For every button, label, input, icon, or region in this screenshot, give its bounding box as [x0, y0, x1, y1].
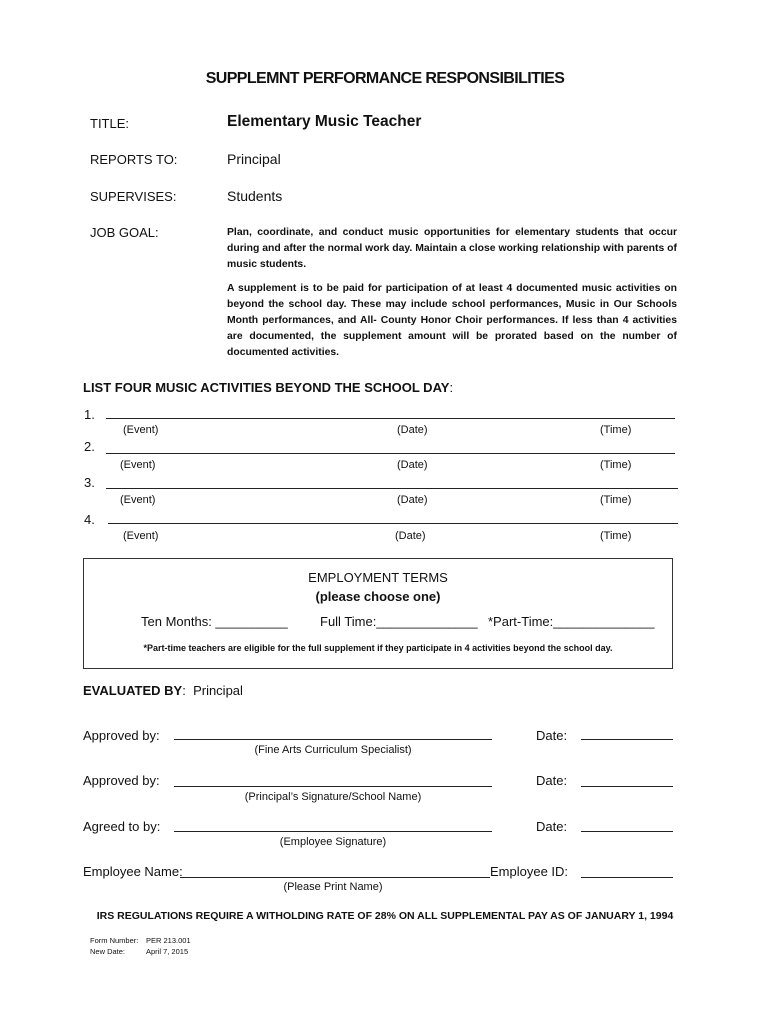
job-goal-label — [90, 225, 159, 240]
activities-heading-text: LIST FOUR MUSIC ACTIVITIES BEYOND THE SCHOOL DAY — [83, 380, 450, 395]
title-label: TITLE: — [90, 116, 130, 131]
evaluated-by — [83, 683, 243, 698]
supervises-label: SUPERVISES: — [90, 189, 177, 204]
employment-terms-title: EMPLOYMENT TERMS — [308, 570, 448, 585]
evaluated-by-label: EVALUATED BY — [83, 683, 183, 698]
activity-time-caption-2: (Time) — [600, 459, 632, 471]
employee-signature-line[interactable] — [174, 831, 492, 832]
date-label-1: Date: — [536, 728, 568, 743]
activity-time-caption-1: (Time) — [600, 424, 632, 436]
part-time-option[interactable]: *Part-Time:______________ — [488, 614, 655, 629]
irs-notice: IRS REGULATIONS REQUIRE A WITHOLDING RATE OF 28% ON ALL SUPPLEMENTAL PAY AS OF JANUARY 1, 1994 — [96, 910, 674, 922]
page-title: SUPPLEMNT PERFORMANCE RESPONSIBILITIES — [205, 70, 565, 87]
employee-name-line[interactable] — [180, 877, 490, 878]
date-line-3[interactable] — [581, 831, 673, 832]
date-label-2: Date: — [536, 773, 568, 788]
activity-event-caption-3: (Event) — [120, 494, 156, 506]
activity-number-3: 3. — [84, 475, 95, 490]
activity-time-caption-4: (Time) — [600, 530, 632, 542]
activity-event-caption-2: (Event) — [120, 459, 156, 471]
activity-number-4: 4. — [84, 512, 95, 527]
activity-date-caption-1: (Date) — [397, 424, 428, 436]
fine-arts-caption: (Fine Arts Curriculum Specialist) — [254, 744, 412, 756]
job-goal-paragraph-2: A supplement is to be paid for participation of at least 4 documented music activities on beyond the school day. These may include school performances, Music in Our Schools Month performances, and All- County Honor Choir performances. If less than 4 activities are documented, the supplement amount will be prorated based on the number of documented activities. — [227, 283, 677, 358]
new-date-value: April 7, 2015 — [146, 947, 189, 956]
date-label-3: Date: — [536, 819, 568, 834]
employee-name-caption: (Please Print Name) — [283, 881, 383, 893]
employee-id-label: Employee ID: — [490, 864, 569, 879]
job-goal-label-text: JOB GOAL — [90, 225, 156, 240]
part-time-note: *Part-time teachers are eligible for the full supplement if they participate in 4 activities beyond the school day. — [143, 643, 613, 653]
form-number-label: Form Number: — [90, 936, 139, 945]
activity-date-caption-2: (Date) — [397, 459, 428, 471]
job-goal-paragraph-1: Plan, coordinate, and conduct music opportunities for elementary students that occur during and after the normal work day. Maintain a close working relationship with parents of music students. — [227, 227, 677, 270]
activity-line-3[interactable] — [106, 488, 678, 489]
activities-heading — [83, 380, 453, 395]
activity-line-1[interactable] — [106, 418, 675, 419]
job-goal-colon: : — [155, 225, 159, 240]
activity-event-caption-1: (Event) — [123, 424, 159, 436]
activity-event-caption-4: (Event) — [123, 530, 159, 542]
principal-signature-line[interactable] — [174, 786, 492, 787]
activity-line-4[interactable] — [108, 523, 678, 524]
form-number-value: PER 213.001 — [146, 936, 191, 945]
activity-date-caption-3: (Date) — [397, 494, 428, 506]
employee-signature-caption: (Employee Signature) — [279, 836, 387, 848]
agreed-to-by-label: Agreed to by: — [83, 819, 161, 834]
title-value: Elementary Music Teacher — [227, 113, 422, 130]
date-line-1[interactable] — [581, 739, 673, 740]
employee-name-label: Employee Name: — [83, 864, 183, 879]
reports-to-value: Principal — [227, 151, 281, 167]
activity-number-2: 2. — [84, 439, 95, 454]
date-line-2[interactable] — [581, 786, 673, 787]
supervises-value: Students — [227, 188, 283, 204]
activity-number-1: 1. — [84, 407, 95, 422]
full-time-option[interactable]: Full Time:______________ — [320, 614, 478, 629]
approved-by-label-2: Approved by: — [83, 773, 160, 788]
evaluated-by-colon: : — [182, 683, 186, 698]
new-date-label: New Date: — [90, 947, 126, 956]
principal-caption: (Principal’s Signature/School Name) — [244, 791, 422, 803]
employee-id-line[interactable] — [581, 877, 673, 878]
employment-terms-subtitle: (please choose one) — [315, 589, 441, 604]
ten-months-option[interactable]: Ten Months: __________ — [141, 614, 288, 629]
activity-date-caption-4: (Date) — [395, 530, 426, 542]
approved-by-label-1: Approved by: — [83, 728, 160, 743]
activity-time-caption-3: (Time) — [600, 494, 632, 506]
activity-line-2[interactable] — [106, 453, 675, 454]
reports-to-label: REPORTS TO: — [90, 152, 178, 167]
employment-terms-box — [83, 558, 673, 669]
evaluated-by-value: Principal — [193, 683, 243, 698]
fine-arts-signature-line[interactable] — [174, 739, 492, 740]
activities-heading-colon: : — [449, 380, 454, 395]
